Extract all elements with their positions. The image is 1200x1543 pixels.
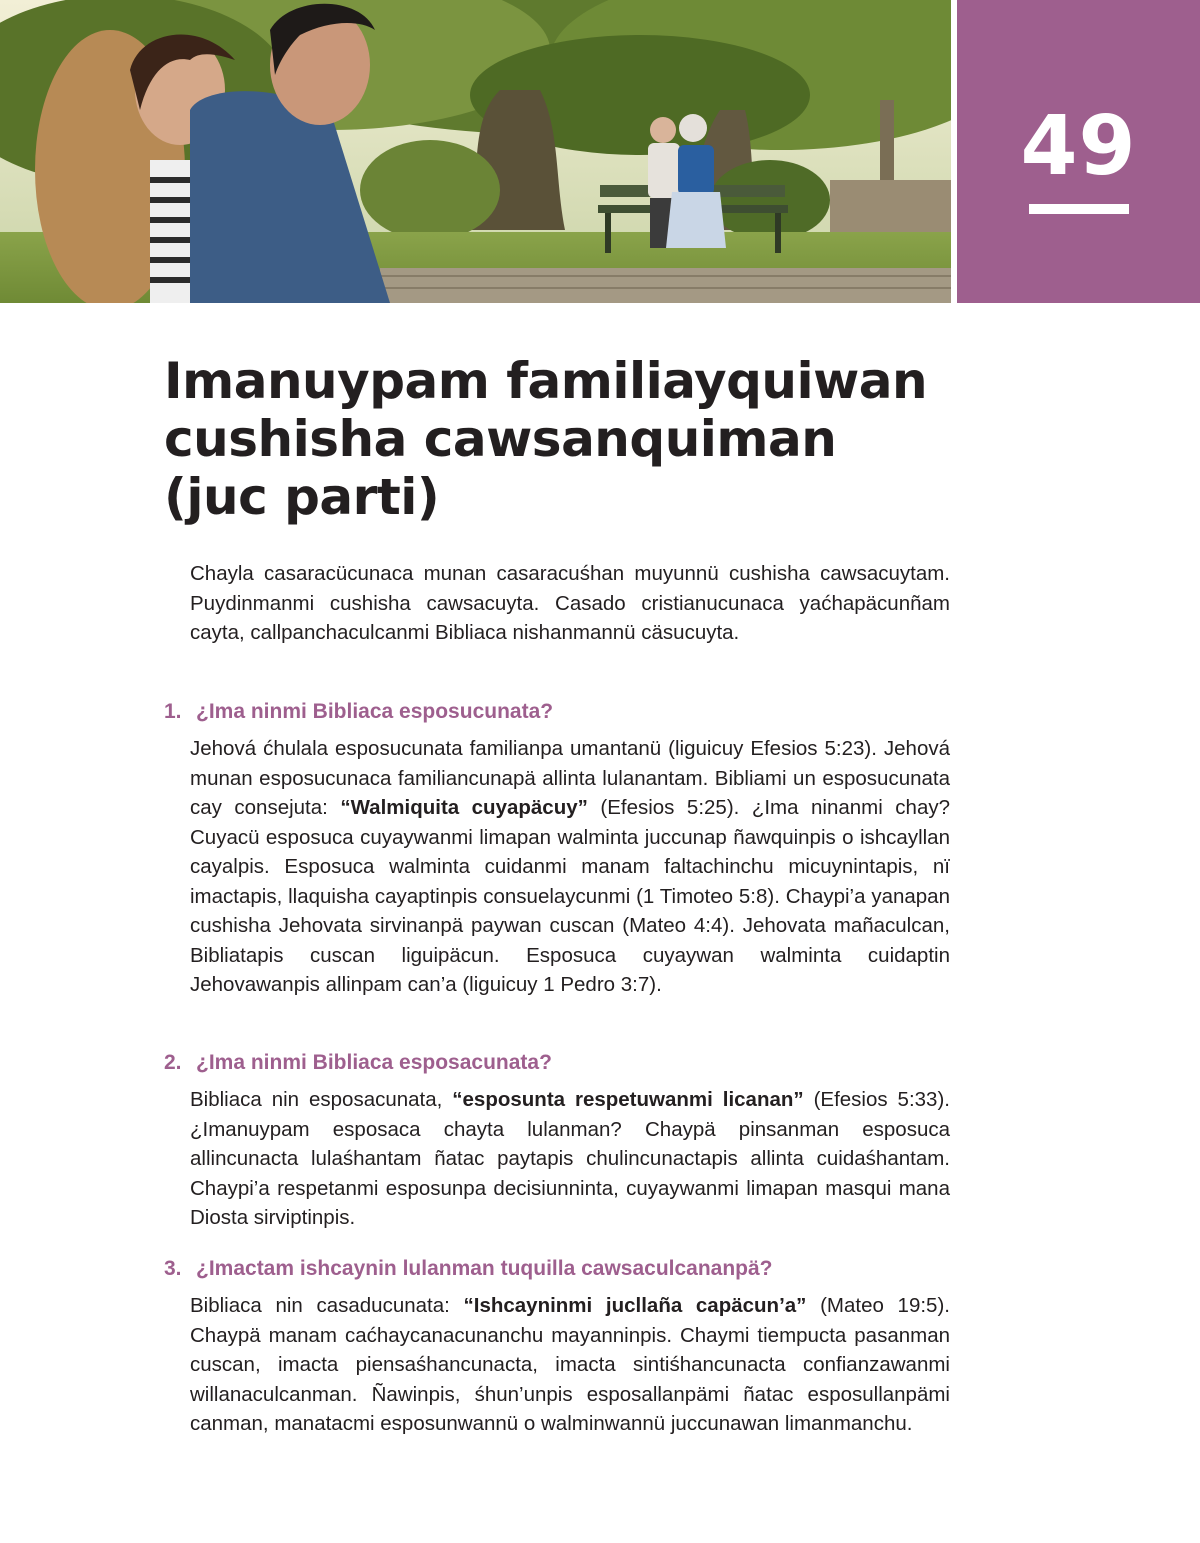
- park-couples-illustration: [0, 0, 951, 303]
- answer-text: (Mateo 19:5). Chaypä manam caćhaycanacunanchu mayanninpis. Chaymi tiempucta pasanman cuscan, imacta piensaśhancunacta, imacta sintiśhancunacta confianzawanmi willanaculcanman. Ñawinpis, śhun’unpis esposallanpämi ñatac esposullanpämi canman, manatacmi esposunwannü o walminwannü juccunawan limanmanchu.: [190, 1294, 950, 1435]
- hero-photo: [0, 0, 951, 303]
- answer-text: Jehová ćhulala esposucunata familianpa umantanü (liguicuy Efesios 5:23). Jehová munan esposucunaca familiancunapä allinta lulanantam. Bibliami un esposucunata cay consejuta:: [190, 737, 950, 819]
- answer-bold-quote: “Ishcayninmi jucllaña capäcun’a”: [463, 1294, 807, 1317]
- answer-paragraph-1: [190, 734, 950, 1000]
- lesson-title: [164, 352, 928, 526]
- question-heading-2: [164, 1049, 964, 1077]
- lesson-number: 49: [1020, 99, 1137, 194]
- lesson-number-underline: [1029, 204, 1129, 214]
- question-text: ¿Imactam ishcaynin lulanman tuquilla cawsaculcananpä?: [196, 1257, 773, 1280]
- question-number: 3.: [164, 1257, 182, 1280]
- answer-paragraph-2: [190, 1085, 950, 1233]
- question-number: 1.: [164, 700, 182, 723]
- intro-paragraph: Chayla casaracücunaca munan casaracuśhan muyunnü cushisha cawsacuytam. Puydinmanmi cushisha cawsacuyta. Casado cristianucunaca yaćhapäcunñam cayta, callpanchaculcanmi Bibliaca nishanmannü cäsucuyta.: [190, 562, 950, 644]
- title-line: (juc parti): [164, 468, 440, 526]
- question-heading-3: [164, 1255, 964, 1283]
- question-text: ¿Ima ninmi Bibliaca esposucunata?: [196, 700, 554, 723]
- answer-text: Bibliaca nin esposacunata,: [190, 1088, 453, 1111]
- answer-text: (Efesios 5:33). ¿Imanuypam esposaca chayta lulanman? Chaypä pinsanman esposuca allincunacta lulaśhantam ñatac paytapis chulincunactapis allinta cuidaśhantam. Chaypi’a respetanmi esposunpa decisiunninta, cuyaywanmi limapan masqui mana Diosta sirviptinpis.: [190, 1088, 950, 1229]
- question-text: ¿Ima ninmi Bibliaca esposacunata?: [196, 1051, 552, 1074]
- question-number: 2.: [164, 1051, 182, 1074]
- answer-bold-quote: “Walmiquita cuyapäcuy”: [340, 796, 588, 819]
- title-line: Imanuypam familiayquiwan: [164, 352, 928, 410]
- title-line: cushisha cawsanquiman: [164, 410, 837, 468]
- answer-text: (Efesios 5:25). ¿Ima ninanmi chay? Cuyacü esposuca cuyaywanmi limapan walminta juccunap ñawquinpis o ishcayllan cayalpis. Esposuca walminta cuidanmi manam faltachinchu micuynintapis, nï imactapis, llaquisha cayaptinpis consuelaycunmi (1 Timoteo 5:8). Chaypi’a yanapan cushisha Jehovata sirvinanpä paywan cuscan (Mateo 4:4). Jehovata mañaculcan, Bibliatapis cuscan liguipäcun. Esposuca cuyaywan walminta cuidaptin Jehovawanpis allinpam can’a (liguicuy 1 Pedro 3:7).: [190, 796, 951, 996]
- answer-paragraph-3: [190, 1291, 950, 1439]
- question-heading-1: [164, 698, 964, 726]
- answer-text: Bibliaca nin casaducunata:: [190, 1294, 464, 1317]
- lesson-number-box: [957, 0, 1200, 303]
- answer-bold-quote: “esposunta respetuwanmi licanan”: [452, 1088, 804, 1111]
